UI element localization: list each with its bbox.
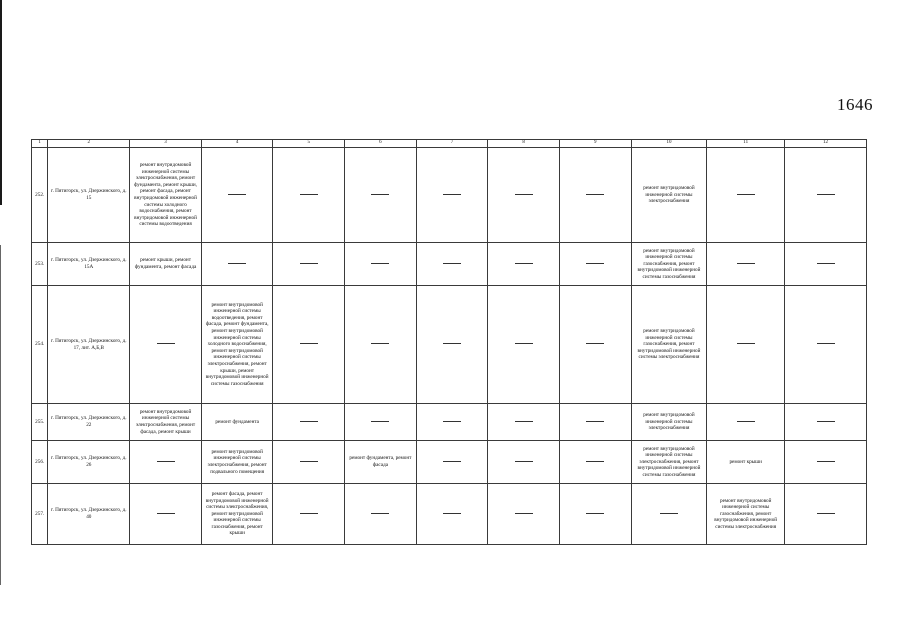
repair-work-cell: ремонт фасада, ремонт внутридомовой инженерной системы электроснабжения, ремонт внутридомовой инженерной системы газоснабжения, ремонт крыши	[201, 484, 273, 545]
row-number: 253.	[32, 243, 48, 286]
table-row	[32, 484, 867, 545]
empty-cell	[785, 484, 867, 545]
empty-cell	[201, 148, 273, 243]
dash-mark	[660, 513, 678, 515]
row-number: 256.	[32, 441, 48, 484]
dash-mark	[228, 263, 246, 265]
dash-mark	[515, 263, 533, 265]
empty-cell	[201, 243, 273, 286]
dash-mark	[515, 513, 533, 515]
empty-cell	[345, 148, 417, 243]
dash-mark	[817, 421, 835, 423]
empty-cell	[785, 441, 867, 484]
empty-cell	[631, 484, 707, 545]
row-number: 255.	[32, 404, 48, 441]
dash-mark	[817, 343, 835, 345]
address-cell: г. Пятигорск, ул. Дзержинского, д. 15	[48, 148, 130, 243]
empty-cell	[559, 148, 631, 243]
empty-cell	[559, 243, 631, 286]
empty-cell	[785, 148, 867, 243]
dash-mark	[817, 513, 835, 515]
repair-work-cell: ремонт внутридомовой инженерной системы электроснабжения, ремонт подвального помещения	[201, 441, 273, 484]
empty-cell	[345, 286, 417, 404]
column-header: 11	[707, 140, 785, 148]
repair-work-cell: ремонт внутридомовой инженерной системы газоснабжения, ремонт внутридомовой инженерной системы газоснабжения	[631, 243, 707, 286]
dash-mark	[300, 194, 318, 196]
dash-mark	[515, 194, 533, 196]
dash-mark	[228, 194, 246, 196]
dash-mark	[157, 513, 175, 515]
column-header: 1	[32, 140, 48, 148]
dash-mark	[443, 513, 461, 515]
empty-cell	[130, 286, 202, 404]
empty-cell	[707, 148, 785, 243]
table-row	[32, 286, 867, 404]
empty-cell	[273, 286, 345, 404]
dash-mark	[157, 343, 175, 345]
empty-cell	[559, 441, 631, 484]
column-header: 5	[273, 140, 345, 148]
dash-mark	[300, 343, 318, 345]
dash-mark	[371, 421, 389, 423]
column-header: 12	[785, 140, 867, 148]
repair-work-cell: ремонт фундамента	[201, 404, 273, 441]
repair-work-cell: ремонт внутридомовой инженерной системы газоснабжения, ремонт внутридомовой инженерной системы электроснабжения	[631, 286, 707, 404]
dash-mark	[737, 421, 755, 423]
dash-mark	[157, 461, 175, 463]
repair-work-cell: ремонт фундамента, ремонт фасада	[345, 441, 417, 484]
dash-mark	[443, 343, 461, 345]
empty-cell	[273, 148, 345, 243]
column-header: 3	[130, 140, 202, 148]
repair-work-cell: ремонт внутридомовой инженерной системы электроснабжения	[631, 148, 707, 243]
empty-cell	[273, 484, 345, 545]
empty-cell	[707, 404, 785, 441]
address-cell: г. Пятигорск, ул. Дзержинского, д. 40	[48, 484, 130, 545]
repair-work-cell: ремонт внутридомовой инженерной системы электроснабжения, ремонт внутридомовой инженерной системы газоснабжения	[631, 441, 707, 484]
dash-mark	[515, 421, 533, 423]
dash-mark	[737, 263, 755, 265]
table-row	[32, 243, 867, 286]
address-cell: г. Пятигорск, ул. Дзержинского, д. 26	[48, 441, 130, 484]
empty-cell	[345, 484, 417, 545]
dash-mark	[300, 263, 318, 265]
empty-cell	[345, 404, 417, 441]
repair-work-cell: ремонт внутридомовой инженерной системы электроснабжения, ремонт фасада, ремонт крыши	[130, 404, 202, 441]
dash-mark	[586, 461, 604, 463]
table-row	[32, 404, 867, 441]
repair-work-cell: ремонт внутридомовой инженерной системы электроснабжения, ремонт фундамента, ремонт крыши, ремонт фасада, ремонт внутридомовой инженерной системы холодного водоснабжения, ремонт внутридомовой инженерной системы водоотведения	[130, 148, 202, 243]
dash-mark	[300, 421, 318, 423]
dash-mark	[586, 513, 604, 515]
repair-schedule-table	[31, 139, 867, 545]
column-header: 10	[631, 140, 707, 148]
empty-cell	[416, 404, 488, 441]
dash-mark	[300, 513, 318, 515]
dash-mark	[300, 461, 318, 463]
empty-cell	[707, 286, 785, 404]
column-number-row	[32, 140, 867, 148]
address-cell: г. Пятигорск, ул. Дзержинского, д. 15А	[48, 243, 130, 286]
empty-cell	[785, 286, 867, 404]
dash-mark	[817, 461, 835, 463]
dash-mark	[371, 343, 389, 345]
row-number: 252.	[32, 148, 48, 243]
empty-cell	[559, 286, 631, 404]
empty-cell	[785, 404, 867, 441]
dash-mark	[371, 513, 389, 515]
empty-cell	[488, 148, 560, 243]
repair-work-cell: ремонт крыши, ремонт фундамента, ремонт фасада	[130, 243, 202, 286]
dash-mark	[586, 194, 604, 196]
repair-work-cell: ремонт внутридомовой инженерной системы водоотведения, ремонт фасада, ремонт фундамента, ремонт внутридомовой инженерной системы холодного водоснабжения, ремонт внутридомовой инженерной системы электроснабжения, ремонт крыши, ремонт внутридомовой инженерной системы газоснабжения	[201, 286, 273, 404]
repair-work-cell: ремонт внутридомовой инженерной системы электроснабжения	[631, 404, 707, 441]
empty-cell	[416, 243, 488, 286]
table-row	[32, 441, 867, 484]
empty-cell	[130, 484, 202, 545]
empty-cell	[488, 404, 560, 441]
empty-cell	[416, 148, 488, 243]
empty-cell	[416, 484, 488, 545]
column-header: 8	[488, 140, 560, 148]
empty-cell	[488, 286, 560, 404]
page-number: 1646	[837, 95, 873, 114]
empty-cell	[785, 243, 867, 286]
dash-mark	[586, 343, 604, 345]
empty-cell	[707, 243, 785, 286]
empty-cell	[559, 404, 631, 441]
repair-work-cell: ремонт внутридомовой инженерной системы газоснабжения, ремонт внутридомовой инженерной системы электроснабжения	[707, 484, 785, 545]
empty-cell	[130, 441, 202, 484]
empty-cell	[273, 243, 345, 286]
empty-cell	[488, 484, 560, 545]
column-header: 7	[416, 140, 488, 148]
dash-mark	[443, 263, 461, 265]
dash-mark	[817, 263, 835, 265]
empty-cell	[488, 243, 560, 286]
row-number: 257.	[32, 484, 48, 545]
empty-cell	[488, 441, 560, 484]
empty-cell	[559, 484, 631, 545]
scan-edge-line	[0, 245, 1, 585]
column-header: 9	[559, 140, 631, 148]
dash-mark	[443, 194, 461, 196]
row-number: 254.	[32, 286, 48, 404]
empty-cell	[345, 243, 417, 286]
dash-mark	[443, 461, 461, 463]
address-cell: г. Пятигорск, ул. Дзержинского, д. 22	[48, 404, 130, 441]
dash-mark	[515, 343, 533, 345]
dash-mark	[371, 194, 389, 196]
scan-edge-mark	[0, 0, 2, 205]
empty-cell	[416, 286, 488, 404]
empty-cell	[273, 404, 345, 441]
dash-mark	[817, 194, 835, 196]
dash-mark	[443, 421, 461, 423]
dash-mark	[371, 263, 389, 265]
repair-work-cell: ремонт крыши	[707, 441, 785, 484]
column-header: 4	[201, 140, 273, 148]
dash-mark	[737, 343, 755, 345]
column-header: 2	[48, 140, 130, 148]
column-header: 6	[345, 140, 417, 148]
dash-mark	[586, 421, 604, 423]
table-row	[32, 148, 867, 243]
dash-mark	[737, 194, 755, 196]
dash-mark	[515, 461, 533, 463]
empty-cell	[416, 441, 488, 484]
address-cell: г. Пятигорск, ул. Дзержинского, д. 17, лит. А,Б,В	[48, 286, 130, 404]
empty-cell	[273, 441, 345, 484]
dash-mark	[586, 263, 604, 265]
